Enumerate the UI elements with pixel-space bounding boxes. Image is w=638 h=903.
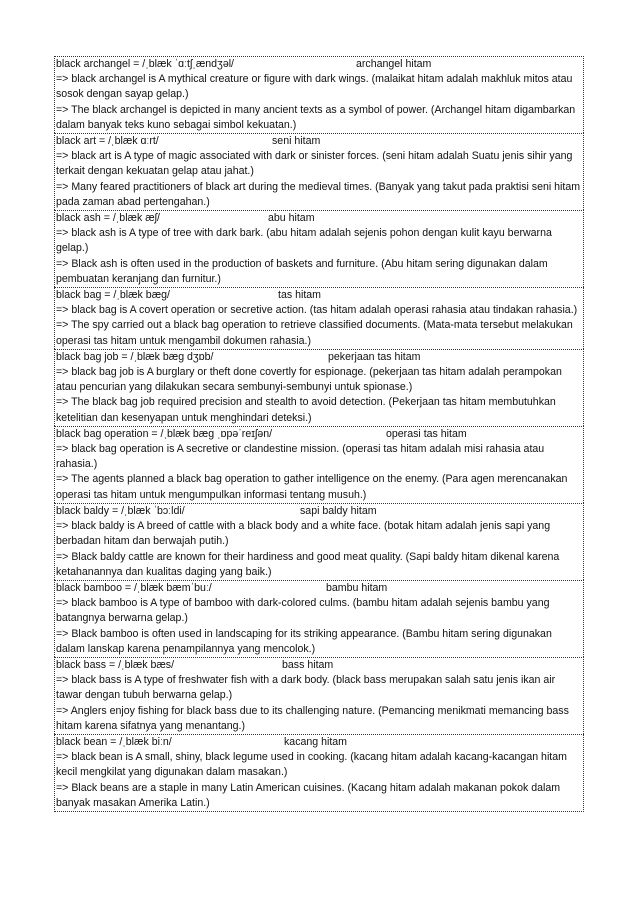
entry-translation: bambu hitam	[326, 581, 388, 594]
glossary-entry	[54, 210, 584, 287]
entry-example: => Black baldy cattle are known for their hardiness and good meat quality. (Sapi baldy hitam dikenal karena ketahanannya dan kualitas daging yang baik.)	[56, 550, 560, 578]
entry-translation: seni hitam	[272, 135, 321, 148]
glossary-entry	[54, 133, 584, 210]
glossary-list	[54, 56, 584, 812]
entry-term: black archangel = /ˌblæk ˈɑːtʃˌændʒəl/	[56, 58, 235, 70]
glossary-entry	[54, 503, 584, 580]
entry-term: black art = /ˌblæk ɑːrt/	[56, 135, 159, 148]
entry-definition: => black art is A type of magic associated with dark or sinister forces. (seni hitam adalah Suatu jenis sihir yang terkait dengan kekuatan gelap atau jahat.)	[56, 150, 573, 178]
entry-translation: tas hitam	[278, 289, 321, 302]
entry-example: => The agents planned a black bag operation to gather intelligence on the enemy. (Para agen merencanakan operasi tas hitam untuk mengumpulkan informasi tentang musuh.)	[56, 473, 568, 501]
entry-translation: archangel hitam	[356, 58, 432, 70]
entry-definition: => black baldy is A breed of cattle with a black body and a white face. (botak hitam adalah jenis sapi yang berbadan hitam dan berwajah putih.)	[56, 520, 551, 548]
entry-term: black bag operation = /ˌblæk bæg ˌɒpəˈreɪʃən/	[56, 427, 273, 440]
glossary-entry	[54, 734, 584, 812]
entry-translation: kacang hitam	[284, 735, 348, 748]
entry-example: => Black ash is often used in the production of baskets and furniture. (Abu hitam sering digunakan dalam pembuatan keranjang dan furnitur.)	[56, 257, 548, 285]
entry-example: => Black beans are a staple in many Latin American cuisines. (Kacang hitam adalah makanan pokok dalam banyak masakan Amerika Latin.)	[56, 781, 561, 809]
entry-term: black bamboo = /ˌblæk bæmˈbuː/	[56, 581, 212, 594]
entry-definition: => black bass is A type of freshwater fish with a dark body. (black bass merupakan salah satu jenis ikan air tawar dengan tubuh berwarna gelap.)	[56, 674, 556, 702]
entry-definition: => black bamboo is A type of bamboo with dark-colored culms. (bambu hitam adalah sejenis bambu yang batangnya berwarna gelap.)	[56, 597, 550, 625]
glossary-entry	[54, 657, 584, 734]
glossary-entry	[54, 580, 584, 657]
entry-example: => Black bamboo is often used in landscaping for its striking appearance. (Bambu hitam sering digunakan dalam lanskap karena penampilannya yang mencolok.)	[56, 627, 552, 655]
entry-term: black bag job = /ˌblæk bæg dʒɒb/	[56, 350, 214, 363]
glossary-entry	[54, 349, 584, 426]
entry-example: => Many feared practitioners of black art during the medieval times. (Banyak yang takut pada praktisi seni hitam pada zaman abad pertengahan.)	[56, 180, 581, 208]
entry-term: black bag = /ˌblæk bæg/	[56, 289, 170, 302]
entry-term: black bean = /ˌblæk biːn/	[56, 735, 172, 748]
entry-definition: => black bag operation is A secretive or clandestine mission. (operasi tas hitam adalah misi rahasia atau rahasia.)	[56, 443, 545, 471]
entry-definition: => black ash is A type of tree with dark bark. (abu hitam adalah sejenis pohon dengan kulit kayu berwarna gelap.)	[56, 227, 552, 255]
entry-example: => The black bag job required precision and stealth to avoid detection. (Pekerjaan tas hitam membutuhkan ketelitian dan kesenyapan untuk menghindari deteksi.)	[56, 396, 556, 424]
glossary-entry	[54, 287, 584, 349]
entry-translation: sapi baldy hitam	[300, 504, 377, 517]
glossary-entry	[54, 56, 584, 133]
entry-translation: bass hitam	[282, 658, 334, 671]
entry-example: => The black archangel is depicted in many ancient texts as a symbol of power. (Archangel hitam digambarkan dalam banyak teks kuno sebagai simbol kekuatan.)	[56, 103, 576, 131]
entry-translation: operasi tas hitam	[386, 427, 467, 440]
entry-definition: => black archangel is A mythical creature or figure with dark wings. (malaikat hitam adalah makhluk mitos atau sosok dengan sayap gelap.)	[56, 73, 573, 101]
entry-example: => Anglers enjoy fishing for black bass due to its challenging nature. (Pemancing menikmati memancing bass hitam karena sifatnya yang menantang.)	[56, 704, 569, 732]
entry-definition: => black bean is A small, shiny, black legume used in cooking. (kacang hitam adalah kacang-kacangan hitam kecil mengkilat yang digunakan dalam masakan.)	[56, 751, 567, 779]
entry-example: => The spy carried out a black bag operation to retrieve classified documents. (Mata-mata tersebut melakukan operasi tas hitam untuk mengambil dokumen rahasia.)	[56, 319, 573, 347]
entry-term: black bass = /ˌblæk bæs/	[56, 658, 175, 671]
entry-translation: pekerjaan tas hitam	[328, 350, 421, 363]
entry-term: black ash = /ˌblæk æʃ/	[56, 212, 160, 225]
glossary-entry	[54, 426, 584, 503]
entry-definition: => black bag job is A burglary or theft done covertly for espionage. (pekerjaan tas hitam adalah perampokan atau pencurian yang dilakukan secara sembunyi-sembunyi untuk spionase.)	[56, 366, 562, 394]
entry-translation: abu hitam	[268, 212, 315, 225]
entry-term: black baldy = /ˌblæk ˈbɔːldi/	[56, 504, 185, 517]
entry-definition: => black bag is A covert operation or secretive action. (tas hitam adalah operasi rahasia atau tindakan rahasia.)	[56, 304, 578, 317]
